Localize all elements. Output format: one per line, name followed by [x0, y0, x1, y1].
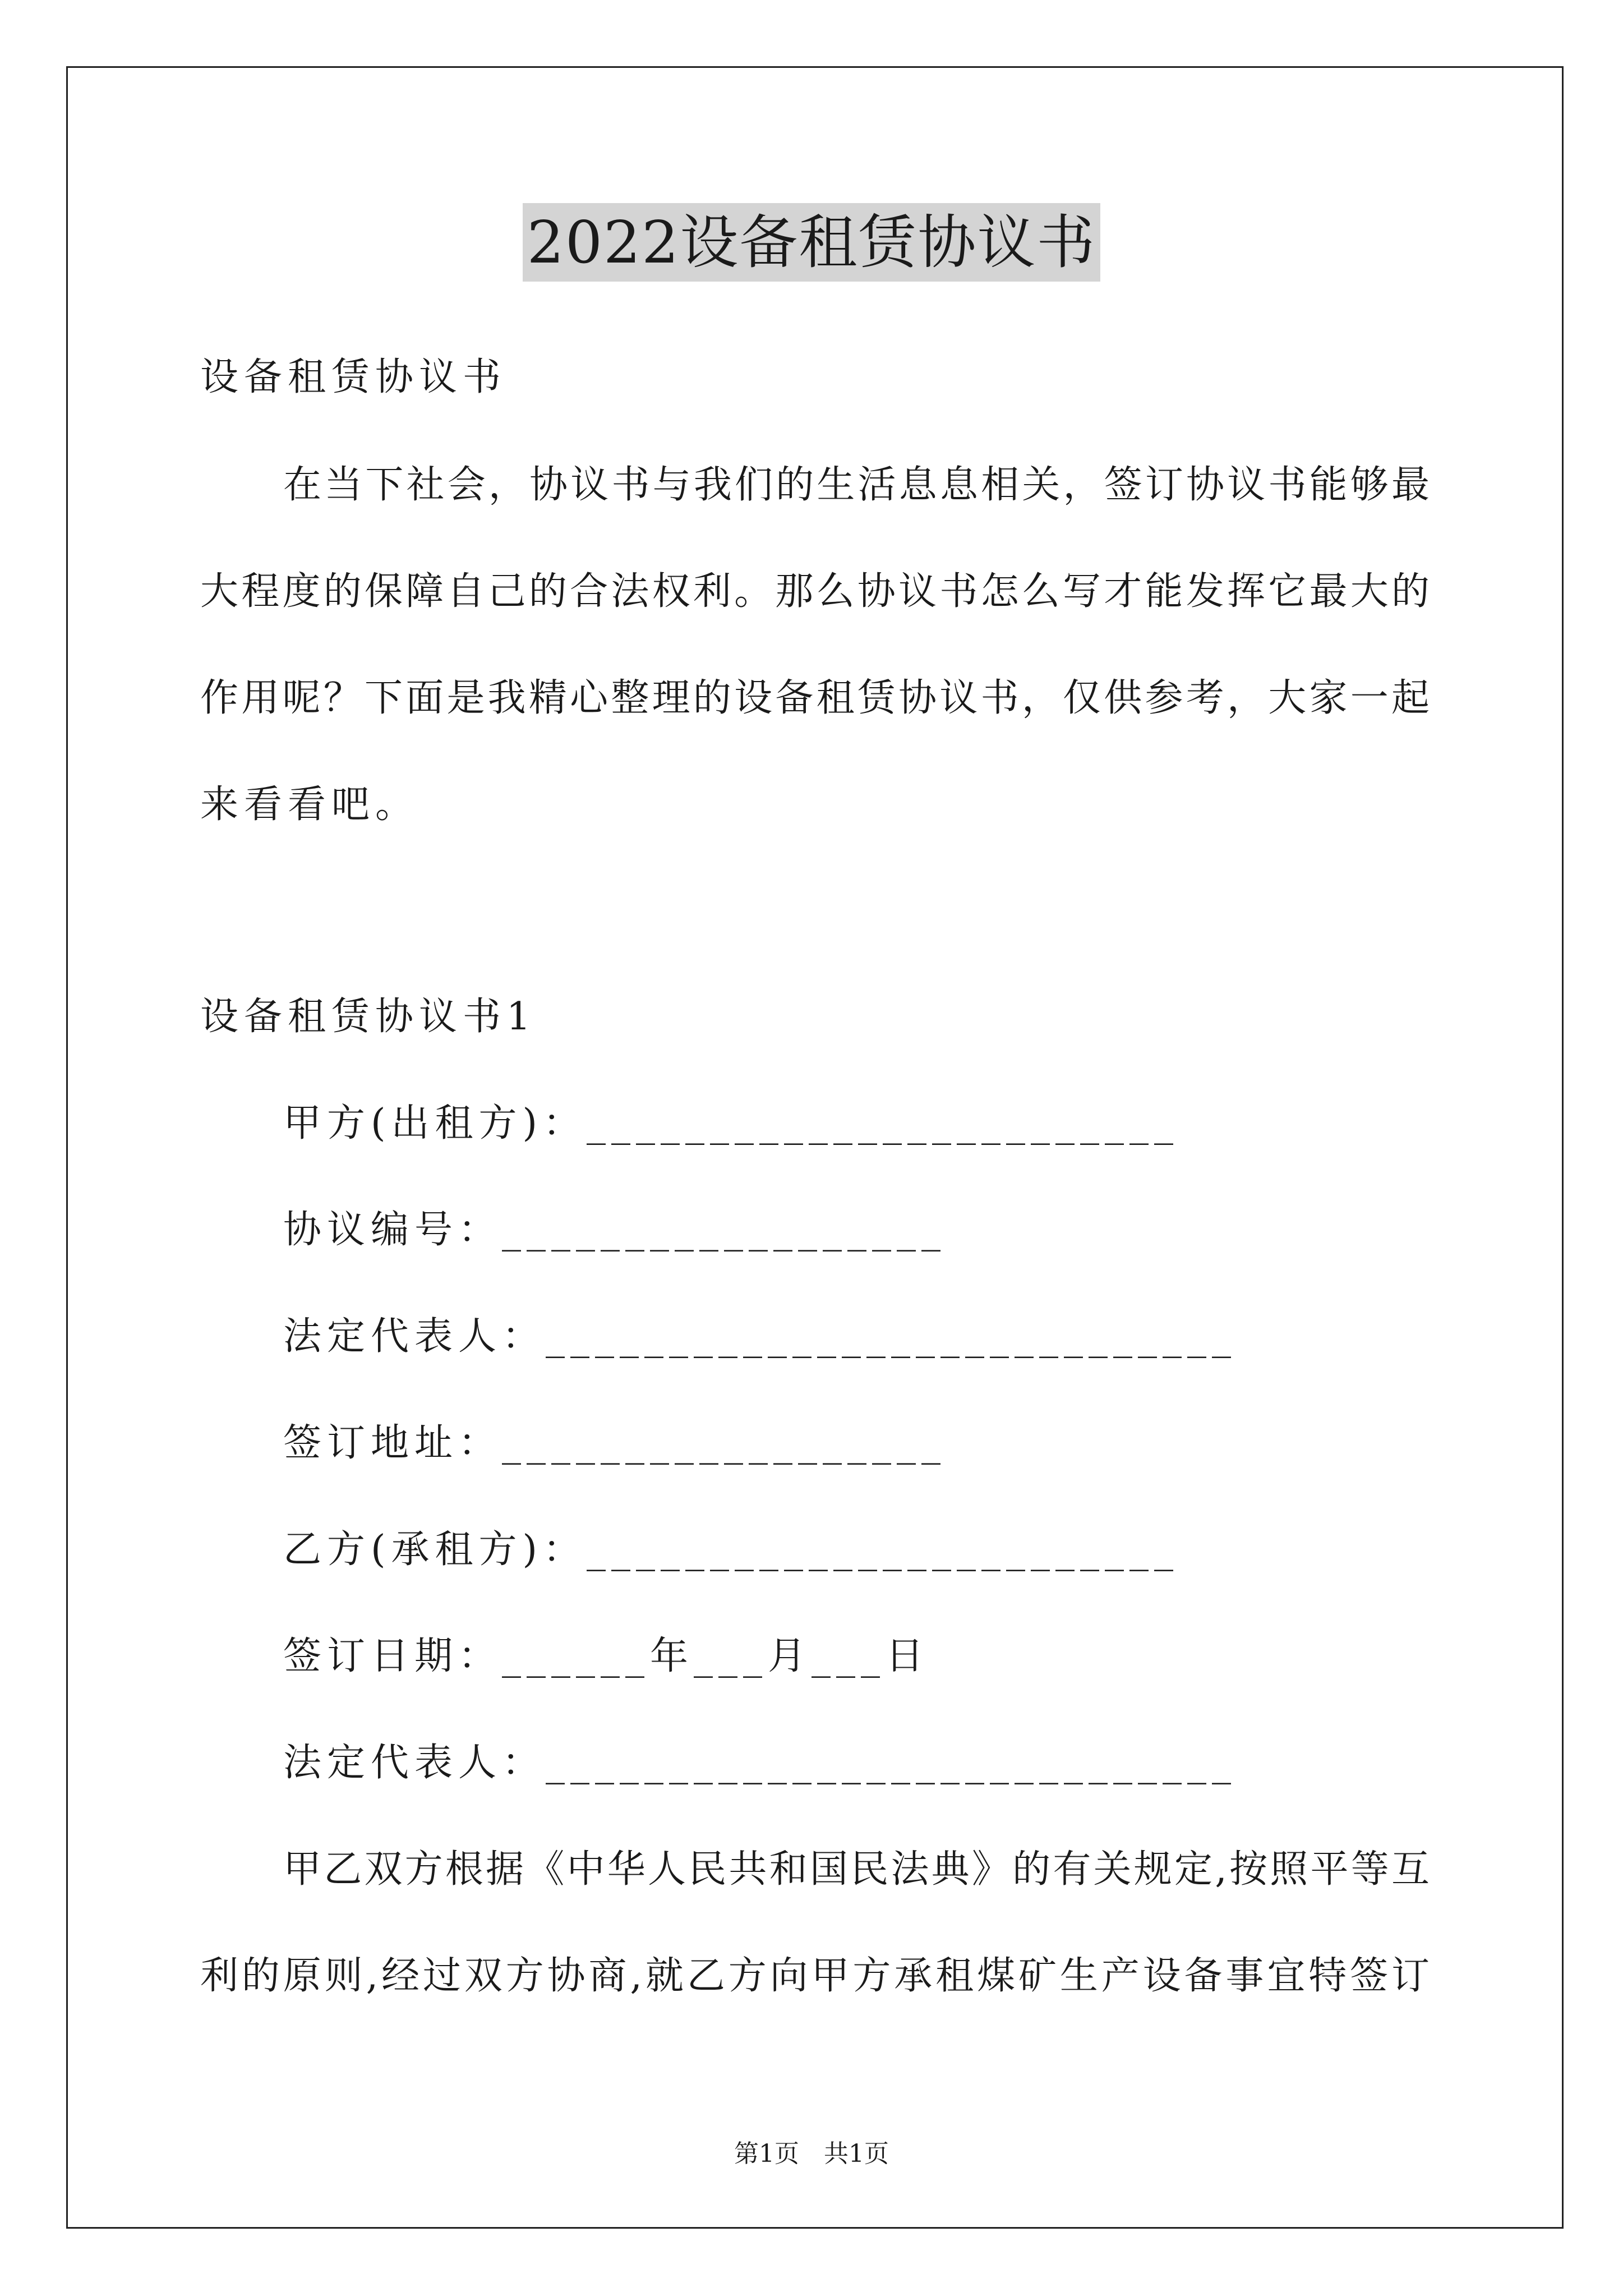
field-legal-rep-lessor: 法定代表人：____________________________ — [283, 1314, 1237, 1359]
body-line-2: 利的原则,经过双方协商,就乙方向甲方承租煤矿生产设备事宜特签订 — [200, 1954, 1430, 1998]
field-signing-date: 签订日期：______年___月___日 — [283, 1634, 930, 1678]
field-lessor: 甲方(出租方)：________________________ — [283, 1101, 1179, 1145]
intro-line-2: 大程度的保障自己的合法权利。那么协议书怎么写才能发挥它最大的 — [200, 569, 1430, 614]
title-container — [0, 203, 1623, 282]
section-heading: 设备租赁协议书1 — [200, 995, 537, 1039]
body-line-1: 甲乙双方根据《中华人民共和国民法典》的有关规定,按照平等互 — [283, 1847, 1430, 1892]
page-footer: 第1页 共1页 — [734, 2139, 889, 2168]
field-signing-address: 签订地址：__________________ — [283, 1421, 947, 1465]
document-title: 2022设备租赁协议书 — [523, 203, 1101, 282]
intro-line-1: 在当下社会，协议书与我们的生活息息相关，签订协议书能够最 — [283, 463, 1430, 507]
field-legal-rep-lessee: 法定代表人：____________________________ — [283, 1741, 1237, 1785]
field-lessee: 乙方(承租方)：________________________ — [283, 1527, 1179, 1572]
document-subtitle: 设备租赁协议书 — [200, 355, 507, 399]
intro-line-3: 作用呢？下面是我精心整理的设备租赁协议书，仅供参考，大家一起 — [200, 676, 1430, 720]
intro-line-4: 来看看吧。 — [200, 783, 419, 827]
field-agreement-number: 协议编号：__________________ — [283, 1208, 947, 1252]
